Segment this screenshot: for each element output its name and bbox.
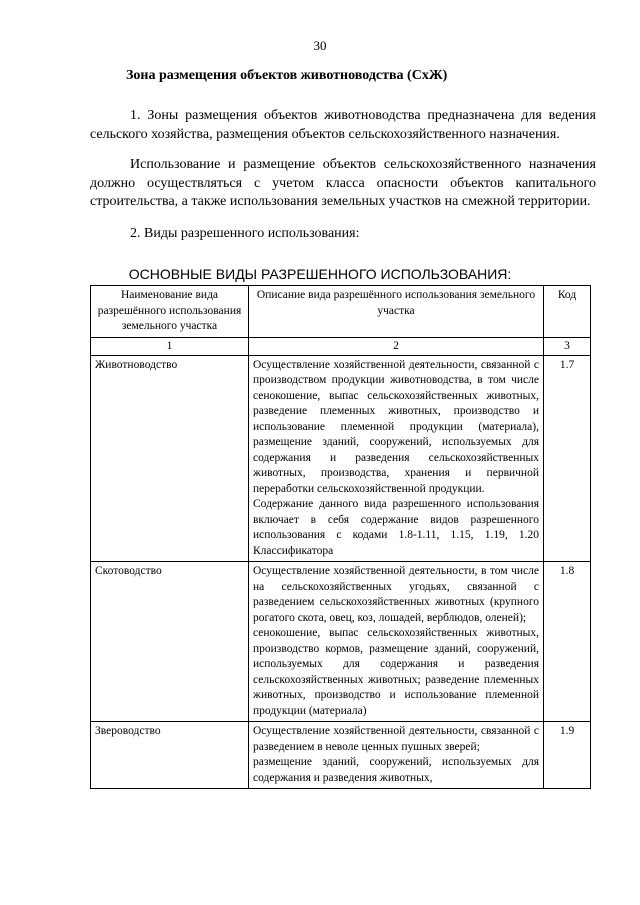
paragraph-zone-purpose: 1. Зоны размещения объектов животноводства предназначена для ведения сельского хозяйства, размещения объектов сельскохозяйственного назначения. <box>90 108 596 142</box>
description-paragraph: Осуществление хозяйственной деятельности, в том числе на сельскохозяйственных угодьях, связанной с разведением сельскохозяйственных животных (крупного рогатого скота, овец, коз, лошадей, верблюдов, оленей); <box>253 565 539 624</box>
column-number-row <box>91 337 591 355</box>
use-description <box>249 722 544 789</box>
use-description <box>249 355 544 562</box>
page-number: 30 <box>313 38 327 53</box>
description-paragraph: сенокошение, выпас сельскохозяйственных животных, производство кормов, размещение зданий, сооружений, используемых для содержания и разведения сельскохозяйственных животных; разведение племенных животных, производство и использование племенной продукции (материала) <box>253 627 539 717</box>
table-row <box>91 722 591 789</box>
use-code: 1.9 <box>544 722 591 789</box>
header-use-name: Наименование вида разрешённого использования земельного участка <box>91 286 249 338</box>
column-number: 2 <box>249 337 544 355</box>
table-title: ОСНОВНЫЕ ВИДЫ РАЗРЕШЕННОГО ИСПОЛЬЗОВАНИЯ: <box>128 266 512 282</box>
use-name: Животноводство <box>91 355 249 562</box>
zone-title: Зона размещения объектов животноводства (СхЖ) <box>126 68 448 83</box>
paragraph-usage-conditions: Использование и размещение объектов сельскохозяйственного назначения должно осуществляться с учетом класса опасности объектов капитального строительства, а также использования земельных участков на смежной территории. <box>90 157 596 209</box>
column-number: 3 <box>544 337 591 355</box>
paragraph-permitted-uses-heading: 2. Виды разрешенного использования: <box>130 226 360 241</box>
table-row <box>91 562 591 722</box>
use-name: Звероводство <box>91 722 249 789</box>
use-name: Скотоводство <box>91 562 249 722</box>
use-code: 1.7 <box>544 355 591 562</box>
table-header-row <box>91 286 591 338</box>
column-number: 1 <box>91 337 249 355</box>
header-use-description: Описание вида разрешённого использования земельного участка <box>249 286 544 338</box>
header-code: Код <box>544 286 591 338</box>
table-row <box>91 355 591 562</box>
permitted-uses-table <box>90 285 591 789</box>
description-paragraph: Содержание данного вида разрешенного использования включает в себя содержание видов разрешенного использования с кодами 1.8-1.11, 1.15, 1.19, 1.20 Классификатора <box>253 498 539 557</box>
use-code: 1.8 <box>544 562 591 722</box>
description-paragraph: размещение зданий, сооружений, используемых для содержания и разведения животных, <box>253 756 539 784</box>
use-description <box>249 562 544 722</box>
description-paragraph: Осуществление хозяйственной деятельности, связанной с разведением в неволе ценных пушных зверей; <box>253 725 539 753</box>
description-paragraph: Осуществление хозяйственной деятельности, связанной с производством продукции животноводства, в том числе сенокошение, выпас сельскохозяйственных животных, разведение племенных животных, производство и использование племенной продукции (материала), размещение зданий, сооружений, используемых для содержания и разведения сельскохозяйственных животных, производства, хранения и первичной переработки сельскохозяйственной продукции. <box>253 358 539 495</box>
